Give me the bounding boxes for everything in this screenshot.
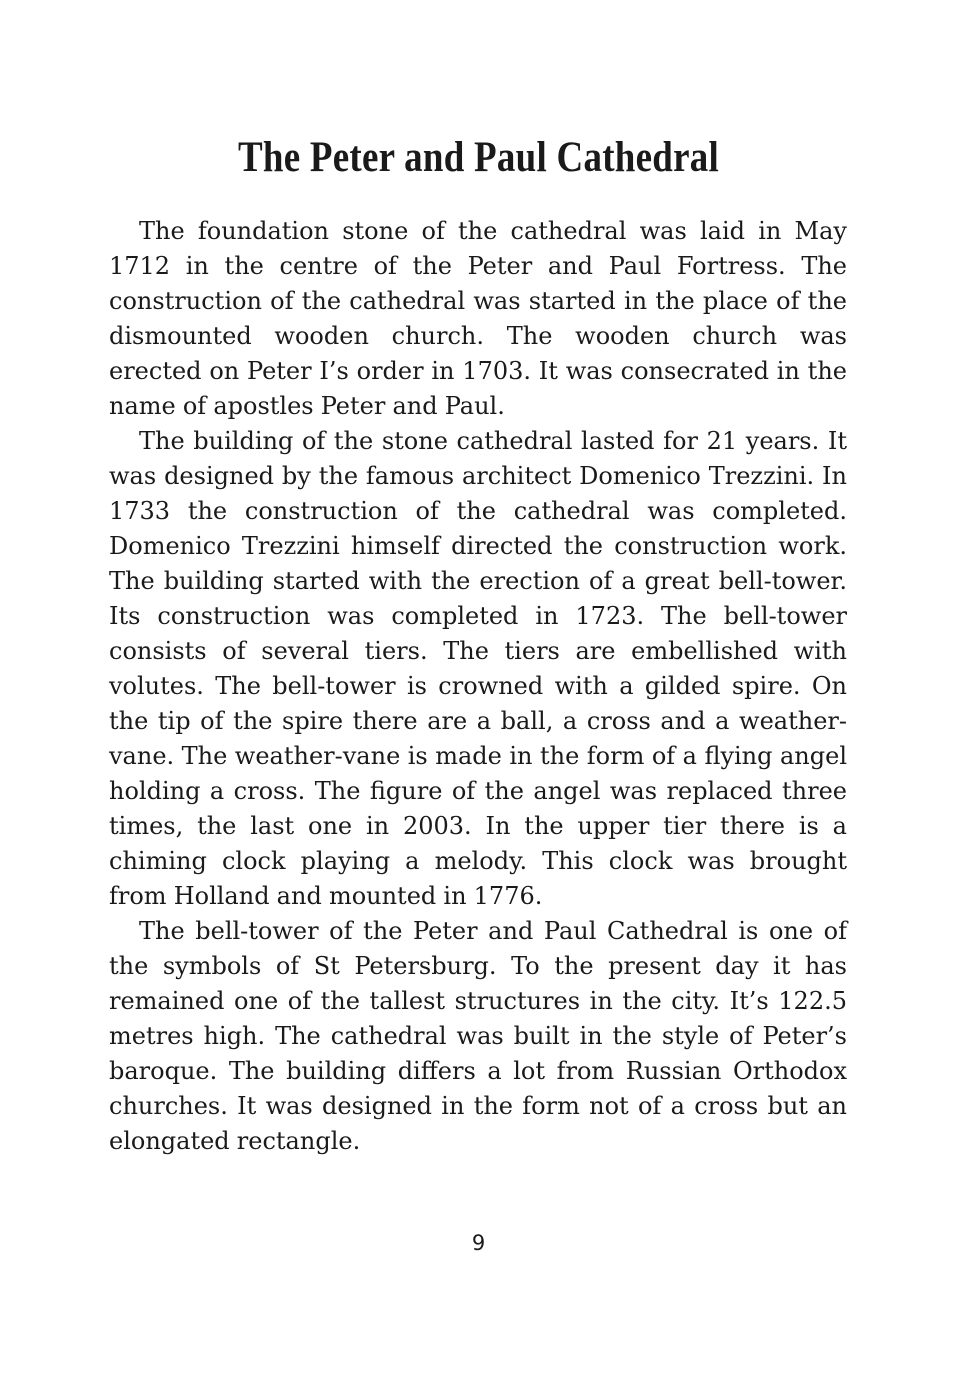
page-number: 9 (471, 1231, 486, 1255)
article-body (109, 214, 847, 1159)
paragraph-bell-tower: The building of the stone cathedral lasted for 21 years. It was designed by the famous architect Domenico Trezzini. In 1733 the construction of the cathedral was completed. Domenico Trezzini himself directed the construction work. The building started with the erection of a great bell-tower. Its construction was completed in 1723. The bell-tower consists of several tiers. The tiers are embellished with volutes. The bell-tower is crowned with a gilded spire. On the tip of the spire there are a ball, a cross and a weather-vane. The weather-vane is made in the form of a flying angel holding a cross. The figure of the angel was replaced three times, the last one in 2003. In the upper tier there is a chiming clock playing a melody. This clock was brought from Holland and mounted in 1776. (109, 427, 847, 910)
paragraph-foundation: The foundation stone of the cathedral was laid in May 1712 in the centre of the Peter and Paul Fortress. The construction of the cathedral was started in the place of the dismounted wooden church. The wooden church was erected on Peter I’s order in 1703. It was consecrated in the name of apostles Peter and Paul. (109, 217, 847, 420)
paragraph-symbol: The bell-tower of the Peter and Paul Cathedral is one of the symbols of St Petersburg. To the present day it has remained one of the tallest structures in the city. It’s 122.5 metres high. The cathedral was built in the style of Peter’s baroque. The building differs a lot from Russian Orthodox churches. It was designed in the form not of a cross but an elongated rectangle. (109, 917, 847, 1155)
page-title: The Peter and Paul Cathedral (237, 134, 720, 181)
